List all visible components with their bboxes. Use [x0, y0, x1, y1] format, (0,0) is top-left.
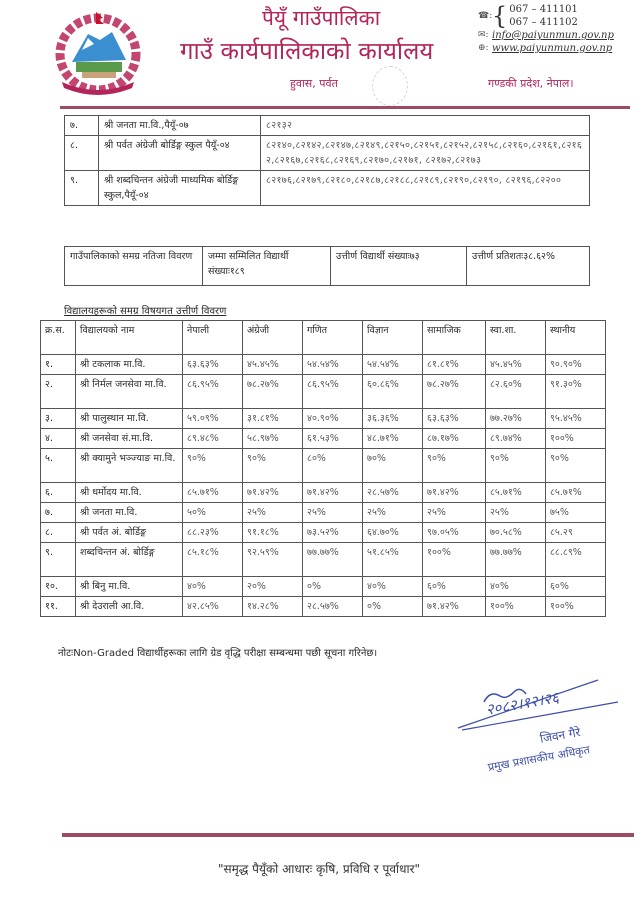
result-row-sn: १.	[41, 355, 76, 375]
symbol-row-school: श्री पर्वत अंग्रेजी बोर्डिङ्ग स्कुल पैयूँ-०४	[99, 136, 261, 171]
result-cell-percent: ६०%	[545, 577, 605, 597]
result-cell-percent: २५%	[423, 503, 486, 523]
symbol-table-row	[65, 116, 590, 136]
result-cell-percent: ८८.२३%	[183, 523, 243, 543]
result-row	[41, 429, 606, 449]
result-cell-percent: ९०.९०%	[545, 355, 605, 375]
result-cell-percent: ०%	[363, 597, 423, 617]
note-text: नोटःNon-Graded विद्यार्थीहरूका लागि ग्रेड वृद्धि परीक्षा सम्बन्धमा पछी सूचना गरिनेछ।	[58, 648, 378, 659]
result-row	[41, 483, 606, 503]
result-cell-percent: ९५.४५%	[545, 409, 605, 429]
result-row	[41, 355, 606, 375]
result-cell-percent: ३१.८१%	[243, 409, 303, 429]
result-cell-percent: ८५.७१%	[485, 483, 545, 503]
result-cell-percent: ७५%	[545, 503, 605, 523]
result-row	[41, 597, 606, 617]
result-cell-percent: ७३.५२%	[303, 523, 363, 543]
email-link[interactable]: info@paiyunmun.gov.np	[492, 30, 614, 41]
result-row-school: श्री देउराली आ.वि.	[76, 597, 183, 617]
office-location: हुवास, पर्वत	[290, 77, 338, 90]
result-row-school: श्री धर्मोदय मा.वि.	[76, 483, 183, 503]
result-row-school: शब्दचिन्तन अं. बोर्डिङ्ग	[76, 543, 183, 577]
result-cell-percent: ९१.३०%	[545, 375, 605, 409]
result-cell-percent: ९२.५९%	[243, 543, 303, 577]
result-row-sn: ९.	[41, 543, 76, 577]
result-cell-percent: ९०%	[183, 449, 243, 483]
column-header: सामाजिक	[423, 321, 486, 355]
result-row	[41, 543, 606, 577]
column-header: क्र.स.	[41, 321, 76, 355]
column-header: गणित	[303, 321, 363, 355]
result-cell-percent: ४८.७१%	[363, 429, 423, 449]
result-cell-percent: २०%	[243, 577, 303, 597]
column-header: नेपाली	[183, 321, 243, 355]
result-cell-percent: ८८.८९%	[545, 543, 605, 577]
result-row	[41, 577, 606, 597]
total-students: जम्मा सम्मिलित विद्यार्थी संख्याः१८९	[203, 247, 331, 286]
pass-percentage: उत्तीर्ण प्रतिशतः३८.६२%	[467, 247, 590, 286]
result-cell-percent: २५%	[303, 503, 363, 523]
subject-pass-table	[40, 320, 606, 617]
result-cell-percent: ४०%	[485, 577, 545, 597]
column-header: विज्ञान	[363, 321, 423, 355]
result-cell-percent: ७१.४२%	[303, 483, 363, 503]
result-cell-percent: ८५.७१%	[545, 483, 605, 503]
result-cell-percent: ३६.३६%	[363, 409, 423, 429]
result-row-school: श्री क्यामुने भञ्ज्याङ मा.वि.	[76, 449, 183, 483]
result-cell-percent: ७७.७७%	[485, 543, 545, 577]
result-cell-percent: ७१.४२%	[243, 483, 303, 503]
signatory-title: प्रमुख प्रशासकीय अधिकृत	[486, 743, 591, 774]
symbol-row-school: श्री शब्दचिन्तन अंग्रेजी माध्यमिक बोर्डिङ्ग स्कुल,पैयूँ-०४	[99, 171, 261, 206]
symbol-row-sn: ८.	[65, 136, 99, 171]
result-row-school: श्री जनता मा.वि.	[76, 503, 183, 523]
result-cell-percent: ७७.२७%	[485, 409, 545, 429]
result-cell-percent: ७१.४२%	[423, 483, 486, 503]
result-cell-percent: ४२.८५%	[183, 597, 243, 617]
result-row-sn: २.	[41, 375, 76, 409]
result-row-sn: ३.	[41, 409, 76, 429]
nepal-emblem-logo	[52, 10, 144, 96]
phone-number-2: 067 – 411102	[509, 17, 578, 28]
result-row	[41, 375, 606, 409]
result-cell-percent: १००%	[545, 429, 605, 449]
result-cell-percent: २५%	[243, 503, 303, 523]
result-cell-percent: ०%	[303, 577, 363, 597]
result-cell-percent: ९०%	[243, 449, 303, 483]
result-row-sn: ८.	[41, 523, 76, 543]
result-cell-percent: १००%	[485, 597, 545, 617]
result-cell-percent: २८.५७%	[303, 597, 363, 617]
result-cell-percent: ९०%	[423, 449, 486, 483]
result-cell-percent: ५०%	[183, 503, 243, 523]
result-cell-percent: ५८.९७%	[243, 429, 303, 449]
result-cell-percent: ८०%	[303, 449, 363, 483]
result-cell-percent: ८५.२९	[545, 523, 605, 543]
footer-divider	[62, 833, 634, 837]
email-icon: ✉:	[478, 30, 489, 40]
result-cell-percent: १००%	[545, 597, 605, 617]
result-row-school: श्री जनसेवा सं.मा.वि.	[76, 429, 183, 449]
result-cell-percent: ५१.८५%	[363, 543, 423, 577]
province-label: गण्डकी प्रदेश, नेपाल।	[488, 77, 574, 90]
result-row-school: श्री टकलाक मा.वि.	[76, 355, 183, 375]
result-cell-percent: ८६.९५%	[183, 375, 243, 409]
result-cell-percent: ९७.०५%	[423, 523, 486, 543]
symbol-row-numbers: ८२१७६,८२१७९,८२१८०,८२१८७,८२१८८,८२१८९,८२१९०,८२१९०, ८२१९६,८२२००	[261, 171, 590, 206]
column-header: विद्यालयको नाम	[76, 321, 183, 355]
result-cell-percent: ५४.५४%	[363, 355, 423, 375]
result-row	[41, 449, 606, 483]
result-row	[41, 409, 606, 429]
result-cell-percent: ७८.२७%	[243, 375, 303, 409]
result-row	[41, 523, 606, 543]
symbol-row-school: श्री जनता मा.वि.,पैयूँ-०७	[99, 116, 261, 136]
office-name: गाउँ कार्यपालिकाको कार्यालय	[180, 37, 434, 65]
result-cell-percent: ७७.७७%	[303, 543, 363, 577]
result-row-sn: ११.	[41, 597, 76, 617]
result-cell-percent: ८९.४८%	[183, 429, 243, 449]
symbol-row-sn: ९.	[65, 171, 99, 206]
result-cell-percent: ७०%	[363, 449, 423, 483]
result-row-school: श्री बिनु मा.वि.	[76, 577, 183, 597]
result-row-sn: ५.	[41, 449, 76, 483]
symbol-table-row	[65, 136, 590, 171]
office-stamp	[372, 66, 408, 106]
phone-brace: {	[492, 2, 508, 30]
result-cell-percent: ४०%	[363, 577, 423, 597]
symbol-table-row	[65, 171, 590, 206]
result-cell-percent: ४५.४५%	[243, 355, 303, 375]
result-cell-percent: ८६.९५%	[303, 375, 363, 409]
result-row-sn: ४.	[41, 429, 76, 449]
contact-block	[478, 3, 614, 55]
result-row-sn: १०.	[41, 577, 76, 597]
result-cell-percent: ९०%	[485, 449, 545, 483]
result-row-sn: ७.	[41, 503, 76, 523]
result-cell-percent: १४.२८%	[243, 597, 303, 617]
signatory-name: जिवन गैरे	[538, 725, 582, 746]
result-cell-percent: ६१.५३%	[303, 429, 363, 449]
result-cell-percent: ६४.७०%	[363, 523, 423, 543]
result-cell-percent: ८९.७४%	[485, 429, 545, 449]
result-row	[41, 503, 606, 523]
symbol-number-table	[64, 115, 590, 206]
result-cell-percent: २५%	[485, 503, 545, 523]
result-cell-percent: ४०.९०%	[303, 409, 363, 429]
result-cell-percent: ४०%	[183, 577, 243, 597]
result-cell-percent: ७०.५८%	[485, 523, 545, 543]
result-cell-percent: १००%	[423, 543, 486, 577]
result-cell-percent: ५९.०९%	[183, 409, 243, 429]
result-row-school: श्री पर्वत अं. बोर्डिङ्ग	[76, 523, 183, 543]
result-cell-percent: ९०%	[545, 449, 605, 483]
result-cell-percent: ७१.४२%	[423, 597, 486, 617]
result-cell-percent: ६३.६३%	[183, 355, 243, 375]
result-cell-percent: २५%	[363, 503, 423, 523]
column-header: स्वा.शा.	[485, 321, 545, 355]
result-cell-percent: ८५.१८%	[183, 543, 243, 577]
result-cell-percent: ८१.८१%	[423, 355, 486, 375]
phone-icon: ☎:	[478, 10, 493, 21]
result-cell-percent: ८५.७१%	[183, 483, 243, 503]
summary-label: गाउँपालिकाको समग्र नतिजा विवरण	[65, 247, 203, 286]
column-header: स्थानीय	[545, 321, 605, 355]
result-cell-percent: ७८.२७%	[423, 375, 486, 409]
column-header: अंग्रेजी	[243, 321, 303, 355]
result-row-school: श्री निर्मल जनसेवा मा.वि.	[76, 375, 183, 409]
symbol-row-numbers: ८२१४०,८२१४२,८२१४७,८२१४९,८२१५०,८२१५१,८२१५२,८२१५८,८२१६०,८२१६१,८२१६२,८२१६७,८२१६८,८२१६९,८२१७०,८२१७१, ८२१७२,८२१७३	[261, 136, 590, 171]
footer-motto: "समृद्ध पैयूँको आधारः कृषि, प्रविधि र पूर्वाधार"	[217, 862, 421, 876]
symbol-row-numbers: ८२१३२	[261, 116, 590, 136]
website-link[interactable]: www.paiyunmun.gov.np	[492, 43, 613, 54]
result-cell-percent: ९१.१८%	[243, 523, 303, 543]
phone-number-1: 067 – 411101	[509, 4, 578, 15]
symbol-row-sn: ७.	[65, 116, 99, 136]
result-cell-percent: ६०.८६%	[363, 375, 423, 409]
result-row-sn: ६.	[41, 483, 76, 503]
result-row-school: श्री पालुस्थान मा.वि.	[76, 409, 183, 429]
header-divider	[60, 106, 630, 109]
result-cell-percent: ६०%	[423, 577, 486, 597]
result-cell-percent: ५४.५४%	[303, 355, 363, 375]
result-cell-percent: २८.५७%	[363, 483, 423, 503]
section-title: विद्यालयहरूको समग्र विषयगत उत्तीर्ण विवरण	[64, 306, 227, 317]
overall-result-summary	[64, 246, 590, 286]
result-cell-percent: ४५.४५%	[485, 355, 545, 375]
result-cell-percent: ६३.६३%	[423, 409, 486, 429]
globe-icon: ⊕:	[478, 43, 489, 53]
result-cell-percent: ८७.१७%	[423, 429, 486, 449]
result-cell-percent: ८२.६०%	[485, 375, 545, 409]
org-name: पैयूँ गाउँपालिका	[262, 6, 381, 30]
passed-students: उत्तीर्ण विद्यार्थी संख्याः७३	[331, 247, 467, 286]
signature-date: २०८२।१२।२६	[484, 688, 561, 719]
